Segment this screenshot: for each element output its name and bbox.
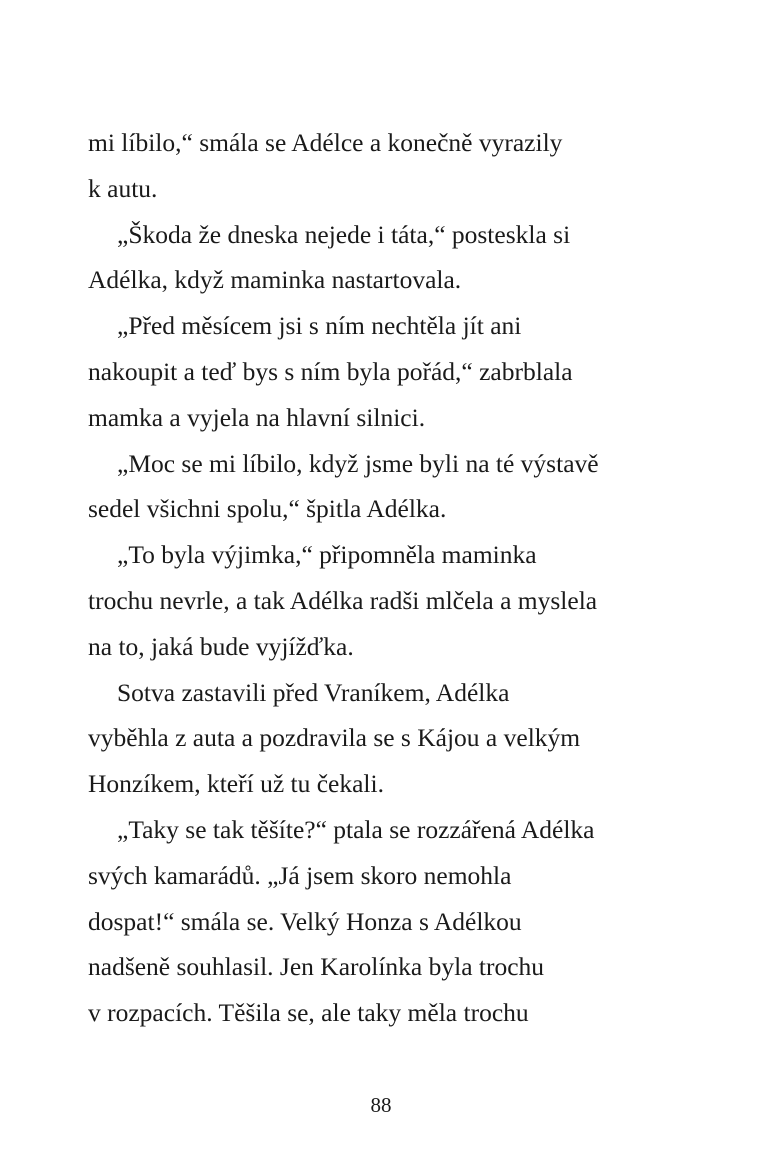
text-line: Honzíkem, kteří už tu čekali. (88, 769, 384, 799)
text-line: mamka a vyjela na hlavní silnici. (88, 402, 426, 432)
text-line: dospat!“ smála se. Velký Honza s Adélkou (88, 906, 522, 936)
text-line: k autu. (88, 173, 158, 203)
text-line: „Taky se tak těšíte?“ ptala se rozzářená Adélka (117, 814, 595, 844)
text-line: „To byla výjimka,“ připomněla maminka (117, 540, 537, 570)
text-line: na to, jaká bude vyjížďka. (88, 631, 354, 661)
text-line: nadšeně souhlasil. Jen Karolínka byla trochu (88, 952, 545, 982)
text-line: v rozpacích. Těšila se, ale taky měla trochu (88, 998, 529, 1028)
text-line: sedel všichni spolu,“ špitla Adélka. (88, 494, 447, 524)
text-line: vyběhla z auta a pozdravila se s Kájou a velkým (88, 723, 581, 753)
text-line: „Moc se mi líbilo, když jsme byli na té výstavě (117, 448, 599, 478)
text-line: „Před měsícem jsi s ním nechtěla jít ani (117, 311, 522, 341)
page-number: 88 (370, 1093, 392, 1117)
text-line: Adélka, když maminka nastartovala. (88, 265, 462, 295)
body-text (88, 120, 688, 1036)
text-line: Sotva zastavili před Vraníkem, Adélka (117, 677, 510, 707)
text-line: trochu nevrle, a tak Adélka radši mlčela a myslela (88, 585, 598, 615)
text-line: „Škoda že dneska nejede i táta,“ posteskla si (117, 219, 571, 249)
text-line: nakoupit a teď bys s ním byla pořád,“ zabrblala (88, 356, 573, 386)
text-line: svých kamarádů. „Já jsem skoro nemohla (88, 860, 512, 890)
text-line: mi líbilo,“ smála se Adélce a konečně vyrazily (88, 128, 563, 157)
